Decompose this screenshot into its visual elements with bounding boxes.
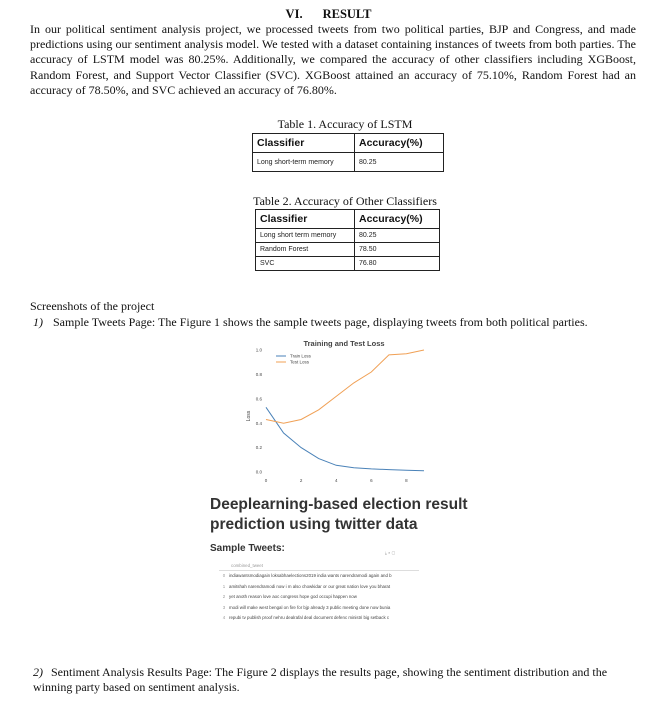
table2-cell: Random Forest	[256, 243, 355, 257]
table2-header-accuracy: Accuracy(%)	[355, 210, 440, 229]
table-row[interactable]	[219, 605, 419, 610]
row-index: 3	[222, 604, 226, 610]
list-item-1	[33, 315, 643, 330]
table1-cell: 80.25	[355, 153, 444, 172]
x-tick-label: 6	[370, 478, 373, 483]
tweet-text: amitshah narendramodi now i m also chowkidar or our great nation love you bharat	[229, 583, 391, 589]
screenshots-heading: Screenshots of the project	[30, 299, 155, 313]
row-index: 2	[222, 594, 226, 599]
table1-header-classifier: Classifier	[253, 134, 355, 153]
chart-title: Training and Test Loss	[303, 339, 385, 348]
row-index: 1	[222, 583, 226, 589]
table1-header-accuracy: Accuracy(%)	[355, 134, 444, 153]
tweets-dataframe[interactable]	[219, 560, 419, 638]
table-row[interactable]	[219, 584, 419, 589]
table1-header-row	[253, 134, 444, 153]
loss-chart	[228, 336, 428, 486]
table-toolbar	[385, 550, 395, 555]
app-title: Deeplearning-based election result prediction using twitter data	[210, 496, 468, 533]
row-index: 0	[222, 573, 226, 578]
x-tick-label: 8	[405, 478, 408, 483]
legend-label: Test Loss	[290, 359, 310, 365]
y-tick-label: 0.0	[255, 469, 262, 475]
table1	[252, 133, 444, 172]
tweet-text: modi will make west bengal on fire for bjp already 3 public meeting done now bunia	[229, 604, 391, 610]
table2-header-classifier: Classifier	[256, 210, 355, 229]
column-header: combined_tweet	[231, 563, 263, 568]
table2-cell: 76.80	[355, 257, 440, 271]
table2-cell: SVC	[256, 257, 355, 271]
table2-cell: Long short term memory	[256, 229, 355, 243]
table-row	[256, 229, 440, 243]
tweet-text: repubi tv publish proof nehru dealrafal deal document defenc ministri big setback c	[229, 615, 390, 620]
list-item-2	[33, 665, 649, 695]
table2-caption: Table 2. Accuracy of Other Classifiers	[253, 194, 437, 208]
chart-axes	[256, 348, 408, 483]
section-heading	[0, 7, 657, 22]
table-row[interactable]	[219, 573, 419, 578]
download-icon[interactable]: ⤓	[385, 550, 387, 555]
list-item-2-text: Sentiment Analysis Results Page: The Figure 2 displays the results page, showing the sentiment distribution and the winning party based on sentiment analysis.	[33, 665, 608, 694]
table-row	[256, 243, 440, 257]
table-row[interactable]	[219, 615, 419, 620]
list-item-2-number: 2)	[33, 665, 43, 679]
table-row[interactable]	[219, 594, 419, 599]
y-tick-label: 0.2	[255, 445, 262, 451]
x-tick-label: 4	[334, 478, 338, 483]
series-line-train-loss	[266, 407, 424, 471]
app-subtitle: Sample Tweets:	[210, 543, 285, 554]
table2-header-row	[256, 210, 440, 229]
row-index: 4	[222, 615, 226, 620]
divider	[219, 570, 419, 571]
table1-caption: Table 1. Accuracy of LSTM	[277, 117, 413, 131]
chart-legend	[276, 354, 312, 365]
table1-cell: Long short-term memory	[253, 153, 355, 172]
table2-cell: 80.25	[355, 229, 440, 243]
table2	[255, 209, 440, 271]
list-item-1-text: Sample Tweets Page: The Figure 1 shows the sample tweets page, displaying tweets from both political parties.	[53, 315, 588, 329]
y-tick-label: 0.6	[255, 396, 262, 402]
table2-cell: 78.50	[355, 243, 440, 257]
x-tick-label: 2	[299, 478, 303, 483]
table-row	[253, 153, 444, 172]
search-icon[interactable]: ⌕	[388, 550, 391, 555]
section-title: RESULT	[322, 7, 372, 21]
y-tick-label: 0.8	[255, 372, 262, 377]
legend-label: Train Loss	[290, 353, 311, 359]
y-tick-label: 0.4	[255, 420, 262, 426]
x-tick-label: 0	[264, 478, 268, 483]
tweet-text: yet anoth reason love aoc congress hope god occupi happen now	[229, 594, 357, 599]
chart-series	[266, 350, 424, 471]
chart-ylabel: Loss	[246, 410, 252, 422]
y-tick-label: 1.0	[255, 347, 262, 353]
tweet-text: indiawantsmodiagain loksabhaelections2019 india wants narendramodi again and b	[229, 573, 392, 578]
fullscreen-icon[interactable]: ▢	[391, 550, 396, 555]
result-paragraph: In our political sentiment analysis project, we processed tweets from two political parties, BJP and Congress, and made predictions using our sentiment analysis model. We tested with a dataset containing instances of tweets from both parties. The accuracy of LSTM model was 80.25%. Additionally, we compared the accuracy of other classifiers including XGBoost, Random Forest, and Support Vector Classifier (SVC). XGBoost attained an accuracy of 75.10%, Random Forest had an accuracy of 78.50%, and SVC achieved an accuracy of 76.80%.	[30, 22, 636, 97]
section-number: VI.	[285, 7, 303, 21]
table-row	[256, 257, 440, 271]
list-item-1-number: 1)	[33, 315, 43, 329]
